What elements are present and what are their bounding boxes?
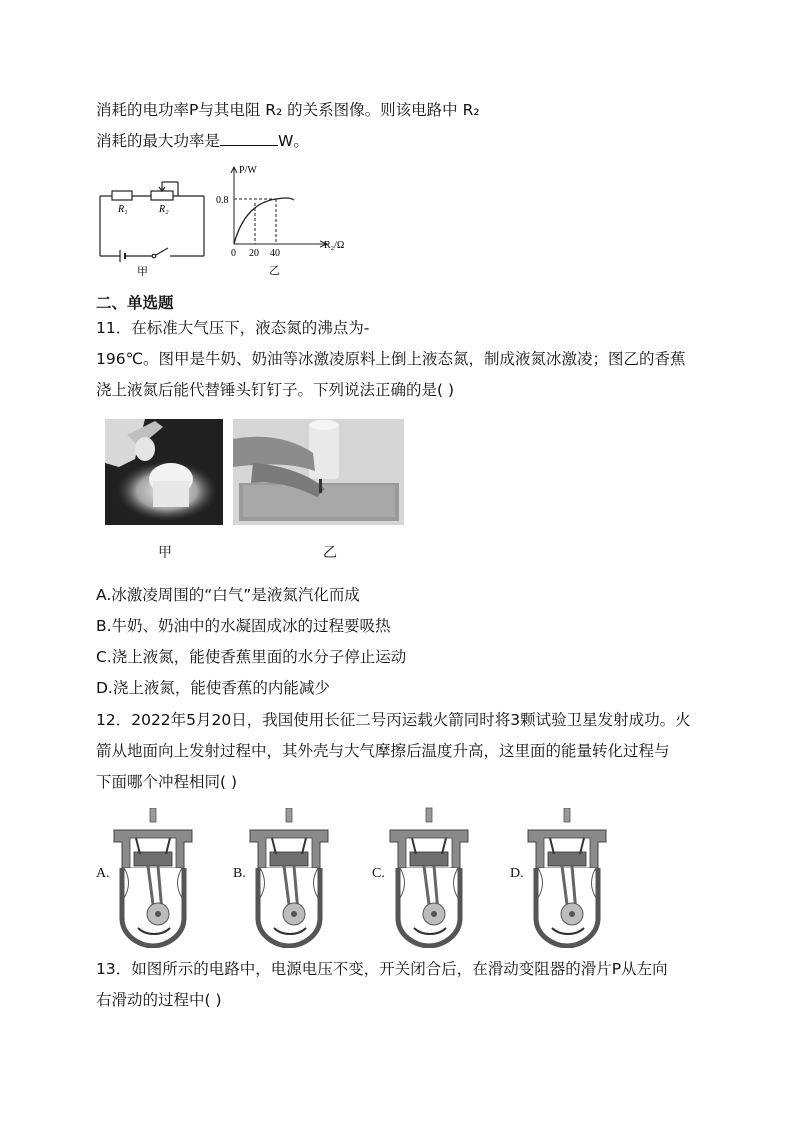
engine-option-b-label[interactable]: B. xyxy=(233,866,246,881)
power-curve xyxy=(234,198,294,244)
x-tick-label: 0 xyxy=(231,248,236,259)
option-a[interactable]: A.冰激凌周围的“白气”是液氮汽化而成 xyxy=(96,586,360,604)
answer-blank[interactable] xyxy=(220,131,278,146)
engine-option-a-label[interactable]: A. xyxy=(96,866,110,881)
resistor-r1 xyxy=(112,191,132,200)
power-resistance-graph xyxy=(214,158,354,282)
engine-option-c-label[interactable]: C. xyxy=(372,866,385,881)
engine-option-d-label[interactable]: D. xyxy=(510,866,524,881)
engine-stroke-b xyxy=(246,808,332,948)
photo-caption-right: 乙 xyxy=(323,545,337,561)
text-line-2 xyxy=(96,131,309,151)
x-tick-label: 40 xyxy=(270,248,280,259)
x-tick-label: 20 xyxy=(249,248,259,259)
switch-icon xyxy=(152,254,156,258)
question-12-line-2: 箭从地面向上发射过程中，其外壳与大气摩擦后温度升高，这里面的能量转化过程与 xyxy=(96,742,670,760)
circuit-caption: 甲 xyxy=(137,265,148,278)
question-12-line-3: 下面哪个冲程相同( ) xyxy=(96,773,238,791)
y-axis-label: P/W xyxy=(239,165,257,176)
engine-stroke-c xyxy=(386,800,472,948)
engine-stroke-d xyxy=(524,808,610,948)
text-line-1: 消耗的电功率P与其电阻 R₂ 的关系图像。则该电路中 R₂ xyxy=(96,101,480,119)
section-heading: 二、单选题 xyxy=(96,294,174,312)
r1-label: R₁ xyxy=(118,204,128,215)
photo-banana-hammer xyxy=(233,419,404,525)
unit-label: W。 xyxy=(278,132,309,150)
graph-caption: 乙 xyxy=(269,264,280,277)
question-12-line-1: 12．2022年5月20日，我国使用长征二号丙运载火箭同时将3颗试验卫星发射成功。火 xyxy=(96,711,691,729)
x-axis-label: R₂/Ω xyxy=(324,240,345,251)
question-13-line-1: 13．如图所示的电路中，电源电压不变，开关闭合后，在滑动变阻器的滑片P从左向 xyxy=(96,960,668,978)
question-11-line-3: 浇上液氮后能代替锤头钉钉子。下列说法正确的是( ) xyxy=(96,381,455,399)
option-b[interactable]: B.牛奶、奶油中的水凝固成冰的过程要吸热 xyxy=(96,617,391,635)
option-d[interactable]: D.浇上液氮，能使香蕉的内能减少 xyxy=(96,679,330,697)
question-13-line-2: 右滑动的过程中( ) xyxy=(96,991,222,1009)
engine-stroke-a xyxy=(110,808,196,948)
resistor-r2 xyxy=(151,191,173,200)
question-stem: 消耗的最大功率是 xyxy=(96,132,221,150)
question-11-line-1: 11．在标准大气压下，液态氮的沸点为- xyxy=(96,319,370,337)
photo-ice-cream-liquid-nitrogen xyxy=(105,419,223,525)
question-11-line-2: 196℃。图甲是牛奶、奶油等冰激凌原料上倒上液态氮，制成液氮冰激凌；图乙的香蕉 xyxy=(96,350,686,368)
circuit-diagram xyxy=(96,178,208,280)
r2-label: R₂ xyxy=(159,204,169,215)
option-c[interactable]: C.浇上液氮，能使香蕉里面的水分子停止运动 xyxy=(96,648,407,666)
y-tick-label: 0.8 xyxy=(216,195,229,206)
photo-caption-left: 甲 xyxy=(158,545,172,561)
